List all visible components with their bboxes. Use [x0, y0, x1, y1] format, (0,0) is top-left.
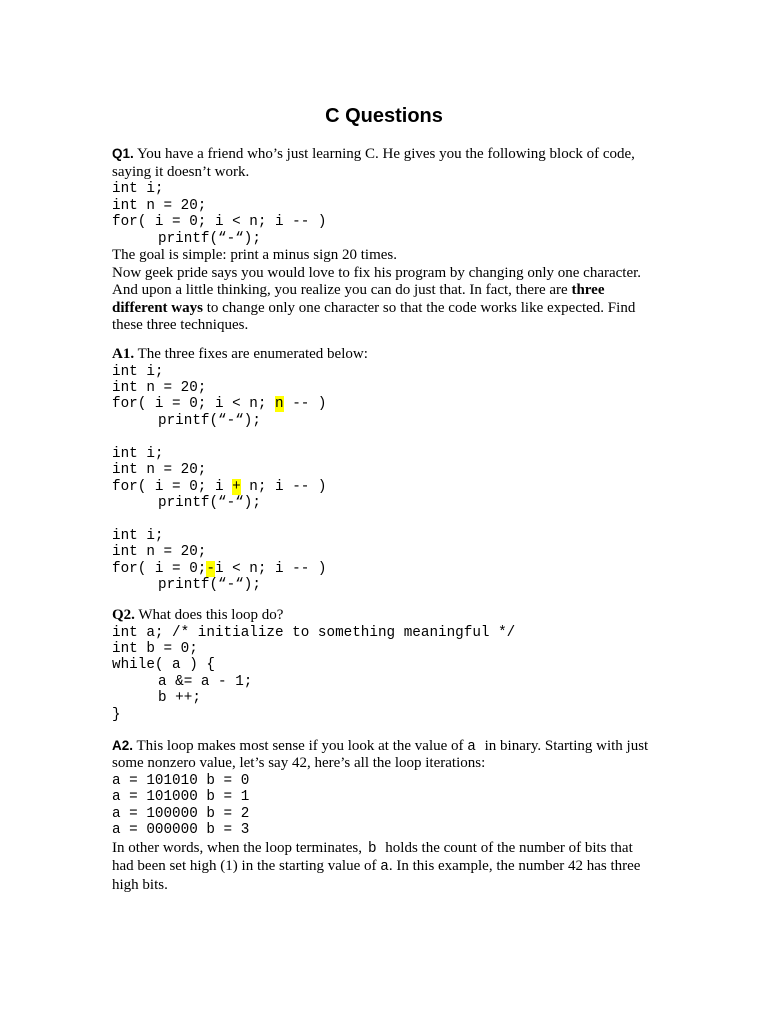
a1-fix-3: [112, 528, 752, 594]
code-line: printf(“-“);: [158, 230, 261, 247]
q1-code-block: [112, 181, 752, 247]
q1-ways-text: to change only one character so that the code works like expected. Find: [202, 299, 636, 316]
a2-summary-text: holds the count of the number of bits that: [381, 839, 633, 856]
a2-summary-text: . In this example, the number 42 has three: [388, 858, 641, 875]
code-line: printf(“-“);: [158, 495, 261, 511]
a2-intro-line-1: [112, 738, 752, 756]
a1-fix-2: [112, 446, 752, 512]
document-body: [112, 146, 752, 894]
code-line: int n = 20;: [112, 544, 207, 561]
a1-label: A1.: [112, 345, 135, 362]
code-text: i < n; i -- ): [214, 560, 327, 577]
a2-iterations-block: [112, 773, 752, 839]
q2-code-block: [112, 625, 752, 724]
a1-intro-text: The three fixes are enumerated below:: [134, 345, 368, 362]
code-line: a = 000000 b = 3: [112, 822, 250, 839]
a2-intro-line-2: some nonzero value, let’s say 42, here’s all the loop iterations:: [112, 755, 486, 772]
code-line: int b = 0;: [112, 641, 198, 658]
a2-intro-text: in binary. Starting with just: [480, 737, 649, 754]
code-line: int n = 20;: [112, 197, 207, 214]
changed-character-highlight: -: [206, 560, 215, 577]
code-line: a = 100000 b = 2: [112, 805, 250, 822]
code-line: [112, 561, 752, 577]
a2-summary-line-3: high bits.: [112, 876, 168, 893]
code-line: int i;: [112, 363, 164, 380]
code-line: int i;: [112, 445, 164, 462]
answer-1: [112, 346, 752, 594]
code-text: for( i = 0;: [112, 560, 207, 577]
q1-label: Q1.: [112, 146, 134, 161]
q2-text: What does this loop do?: [134, 607, 284, 624]
code-line: int i;: [112, 181, 164, 198]
a2-summary-text: had been set high (1) in the starting value of: [112, 858, 381, 875]
question-2: [112, 607, 752, 723]
code-line: for( i = 0; i < n; i -- ): [112, 214, 327, 231]
code-line: [112, 479, 752, 495]
code-text: n; i -- ): [240, 478, 327, 495]
q1-line-2: saying it doesn’t work.: [112, 163, 250, 180]
code-text: -- ): [283, 396, 327, 413]
changed-character-highlight: n: [275, 396, 284, 413]
q1-emphasis-different-ways: different ways: [112, 299, 203, 316]
inline-code-variable: b: [367, 840, 377, 857]
code-line: int i;: [112, 527, 164, 544]
code-line: a = 101010 b = 0: [112, 773, 250, 790]
a2-summary-text: In other words, when the loop terminates,: [112, 839, 362, 856]
a2-summary-line-2: [112, 857, 752, 876]
code-line: int n = 20;: [112, 462, 207, 479]
code-line: [112, 396, 752, 412]
q1-techniques-line: these three techniques.: [112, 317, 249, 334]
q1-goal-line: The goal is simple: print a minus sign 20 times.: [112, 246, 397, 263]
code-line: }: [112, 706, 121, 723]
code-line: a = 101000 b = 1: [112, 789, 250, 806]
code-line: while( a ) {: [112, 657, 215, 674]
code-line: printf(“-“);: [158, 412, 261, 429]
code-line: printf(“-“);: [158, 577, 261, 594]
a1-fix-1: [112, 364, 752, 430]
q1-emphasis-three: three: [571, 282, 605, 299]
q1-pride-line: Now geek pride says you would love to fix his program by changing only one character.: [112, 264, 642, 281]
changed-character-highlight: +: [232, 478, 241, 495]
a2-intro-text: This loop makes most sense if you look at the value of: [133, 737, 468, 754]
q2-label: Q2.: [112, 607, 135, 624]
answer-2: [112, 738, 752, 894]
code-line: b ++;: [158, 690, 201, 707]
inline-code-variable: a: [380, 859, 389, 876]
a2-summary-line-1: [112, 839, 752, 858]
inline-code-variable: a: [467, 738, 476, 755]
code-line: int n = 20;: [112, 379, 207, 396]
code-line: a &= a - 1;: [158, 673, 253, 690]
code-text: for( i = 0; i < n;: [112, 396, 276, 413]
q1-ways-line: [112, 300, 752, 318]
q1-line-1: [112, 146, 752, 164]
q1-thinking-line: [112, 282, 752, 300]
code-text: for( i = 0; i: [112, 478, 233, 495]
question-1: [112, 146, 752, 335]
a2-label: A2.: [112, 737, 134, 753]
a1-intro-line: [112, 346, 752, 364]
q1-line-1-text: You have a friend who’s just learning C. He gives you the following block of code,: [133, 146, 635, 162]
q1-thinking-text: And upon a little thinking, you realize you can do just that. In fact, there are: [112, 282, 572, 299]
page-title: C Questions: [325, 105, 443, 127]
code-line: int a; /* initialize to something meaningful */: [112, 624, 516, 641]
q2-line: [112, 607, 752, 625]
